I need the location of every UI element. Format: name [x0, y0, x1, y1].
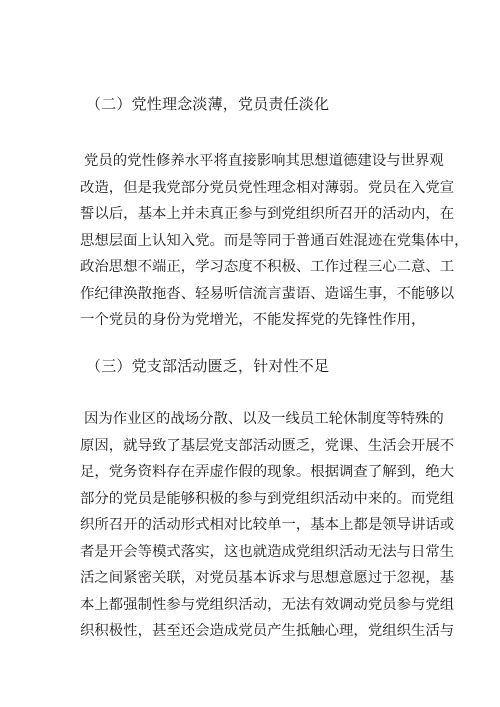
- paragraph-line: 因为作业区的战场分散、以及一线员工轮休制度等特殊的: [84, 411, 444, 427]
- paragraph-line: 政治思想不端正，学习态度不积极、工作过程三心二意、工: [80, 259, 455, 275]
- section-heading: （二）党性理念淡薄，党员责任淡化: [86, 95, 330, 113]
- paragraph-line: 一个党员的身份为党增光，不能发挥党的先锋性作用，: [80, 312, 426, 328]
- paragraph: [80, 148, 469, 334]
- paragraph-line: 织积极性，甚至还会造成党员产生抵触心理，党组织生活与: [80, 623, 455, 639]
- paragraph-line: 本上都强制性参与党组织活动，无法有效调动党员参与党组: [80, 596, 455, 613]
- paragraph-line: 织所召开的活动形式相对比较单一，基本上都是领导讲话或: [80, 517, 455, 533]
- paragraph-line: 原因，就导致了基层党支部活动匮乏，党课、生活会开展不: [80, 437, 455, 454]
- paragraph-line: 改造，但是我党部分党员党性理念相对薄弱。党员在入党宣: [80, 179, 455, 196]
- paragraph-line: 党员的党性修养水平将直接影响其思想道德建设与世界观: [84, 153, 444, 169]
- paragraph: [80, 406, 455, 645]
- paragraph-line: 思想层面上认知入党。而是等同于普通百姓混迹在党集体中，: [80, 232, 469, 249]
- paragraph-line: 作纪律涣散拖沓、轻易听信流言蜚语、造谣生事，不能够以: [80, 285, 455, 302]
- paragraph-line: 誓以后，基本上并未真正参与到党组织所召开的活动内，在: [80, 206, 455, 222]
- paragraph-line: 部分的党员是能够积极的参与到党组织活动中来的。而党组: [80, 490, 455, 507]
- paragraph-line: 者是开会等模式落实，这也就造成党组织活动无法与日常生: [80, 543, 455, 560]
- paragraph-line: 活之间紧密关联，对党员基本诉求与思想意愿过于忽视，基: [80, 570, 455, 586]
- paragraph-line: 足，党务资料存在弄虚作假的现象。根据调查了解到，绝大: [80, 464, 455, 480]
- section-heading: （三）党支部活动匮乏，针对性不足: [86, 357, 330, 375]
